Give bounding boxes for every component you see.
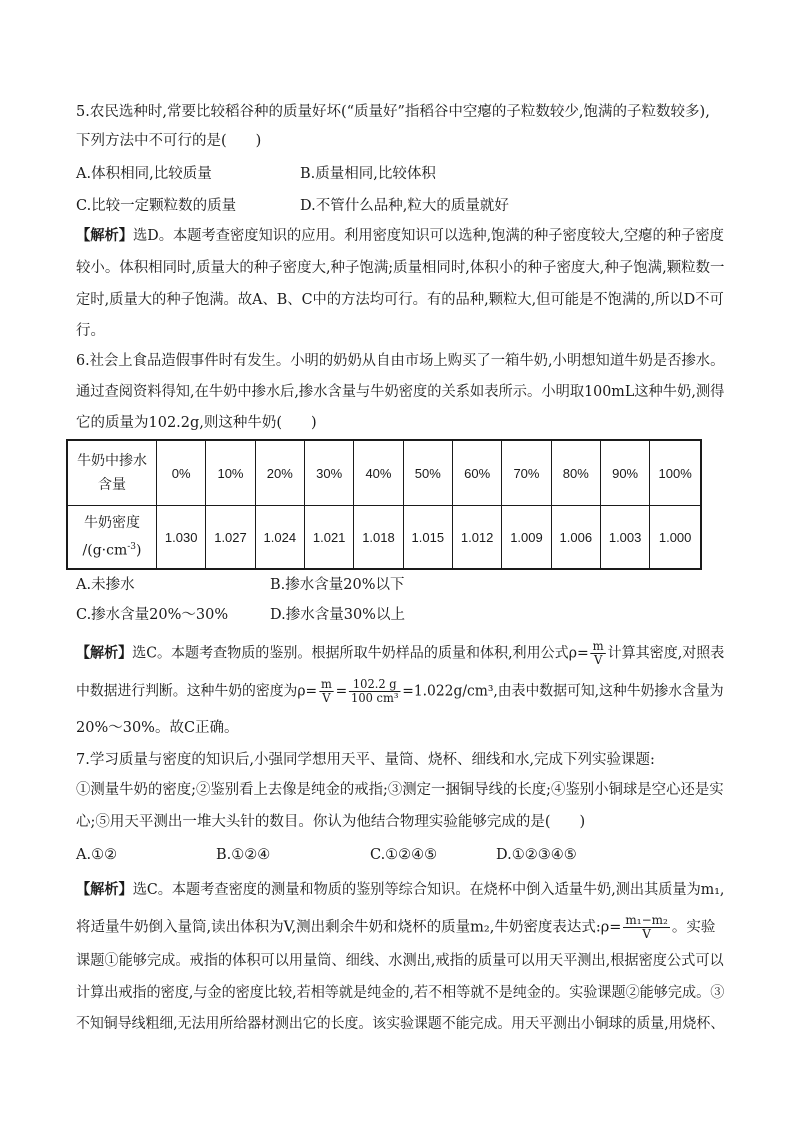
- q7-analysis-line2: 将适量牛奶倒入量筒,读出体积为V,测出剩余牛奶和烧杯的质量m₂,牛奶密度表达式:ρ= $\frac{\text{m₁−m₂}}{V}$ 。实验: [76, 913, 716, 941]
- q7-analysis-line1: 【解析】选C。本题考查密度的测量和物质的鉴别等综合知识。在烧杯中倒入适量牛奶,测出其质量为m₁,: [76, 881, 725, 898]
- q6-analysis-line3: 20%～30%。故C正确。: [76, 720, 239, 736]
- milk-density-formula-fraction: $\frac{\text{m₁−m₂}}{V}$: [625, 913, 668, 941]
- table-cell: 90%: [600, 440, 649, 506]
- table-cell: 1.006: [551, 506, 600, 570]
- table-cell: 70%: [502, 440, 551, 506]
- analysis-tag: 【解析】: [76, 227, 134, 244]
- table-row-water-content: [67, 440, 701, 506]
- q7-option-a: A.①②: [76, 847, 118, 863]
- q7-stem-line2: ①测量牛奶的密度;②鉴别看上去像是纯金的戒指;③测定一捆铜导线的长度;④鉴别小铜球是空心还是实: [76, 782, 724, 798]
- density-value-fraction: $\frac{102.2 g}{\text{100 cm³}}$: [351, 677, 399, 705]
- table-header-water-content: 牛奶中掺水 含量: [67, 440, 157, 506]
- table-cell: 50%: [403, 440, 452, 506]
- q7-option-c: C.①②④⑤: [370, 847, 438, 863]
- q5-option-c: C.比较一定颗粒数的质量: [76, 198, 237, 214]
- table-cell: 20%: [255, 440, 304, 506]
- density-formula-fraction: $\frac{m}{V}$: [320, 677, 332, 705]
- table-cell: 1.021: [304, 506, 353, 570]
- table-row-density: [67, 506, 701, 570]
- q6-option-d: D.掺水含量30%以上: [270, 607, 405, 623]
- q6-analysis-line1: 【解析】选C。本题考查物质的鉴别。根据所取牛奶样品的质量和体积,利用公式ρ= $\frac{m}{V}$ 计算其密度,对照表: [76, 639, 725, 667]
- table-cell: 100%: [650, 440, 701, 506]
- table-cell: 1.027: [206, 506, 255, 570]
- density-formula-fraction: $\frac{m}{V}$: [592, 639, 604, 667]
- q7-analysis-line3: 课题①能够完成。戒指的体积可以用量筒、细线、水测出,戒指的质量可以用天平测出,根据密度公式可以: [76, 953, 724, 969]
- q5-analysis-line4: 行。: [76, 323, 105, 339]
- table-cell: 1.003: [600, 506, 649, 570]
- q7-option-b: B.①②④: [216, 847, 271, 863]
- q5-analysis-text1: 选D。本题考查密度知识的应用。利用密度知识可以选种,饱满的种子密度较大,空瘪的种子密度: [133, 228, 724, 244]
- table-cell: 1.024: [255, 506, 304, 570]
- q5-stem-line1: 5.农民选种时,常要比较稻谷种的质量好坏(“质量好”指稻谷中空瘪的子粒数较少,饱满的子粒数较多),: [76, 104, 710, 120]
- table-cell: 30%: [304, 440, 353, 506]
- q7-analysis-line4: 计算出戒指的密度,与金的密度比较,若相等就是纯金的,若不相等就不是纯金的。实验课题②能够完成。③: [76, 985, 725, 1001]
- milk-density-table: [66, 439, 702, 570]
- q6-option-b: B.掺水含量20%以下: [270, 577, 405, 593]
- table-header-density: 牛奶密度 $/(g\cdot cm^{-3})$: [67, 506, 157, 570]
- q7-stem-line3: 心;⑤用天平测出一堆大头针的数目。你认为他结合物理实验能够完成的是( ): [76, 814, 586, 830]
- table-cell: 40%: [354, 440, 403, 506]
- table-cell: 1.018: [354, 506, 403, 570]
- q5-analysis-line2: 较小。体积相同时,质量大的种子密度大,种子饱满;质量相同时,体积小的种子密度大,种子饱满,颗粒数一: [76, 260, 725, 276]
- table-cell: 1.030: [157, 506, 206, 570]
- q5-option-b: B.质量相同,比较体积: [300, 166, 436, 182]
- table-cell: 80%: [551, 440, 600, 506]
- q6-stem-line3: 它的质量为102.2g,则这种牛奶( ): [76, 415, 317, 431]
- q5-analysis-line3: 定时,质量大的种子饱满。故A、B、C中的方法均可行。有的品种,颗粒大,但可能是不饱满的,所以D不可: [76, 292, 724, 308]
- analysis-tag: 【解析】: [76, 644, 133, 662]
- table-cell: 10%: [206, 440, 255, 506]
- q5-option-d: D.不管什么品种,粒大的质量就好: [300, 198, 509, 214]
- q5-analysis-line1: [76, 226, 724, 246]
- table-cell: 1.012: [452, 506, 501, 570]
- table-cell: 60%: [452, 440, 501, 506]
- q7-option-d: D.①②③④⑤: [496, 847, 577, 863]
- q6-stem-line1: 6.社会上食品造假事件时有发生。小明的奶奶从自由市场上购买了一箱牛奶,小明想知道牛奶是否掺水。: [76, 353, 725, 369]
- q5-option-a: A.体积相同,比较质量: [76, 166, 212, 182]
- q6-analysis-line2: 中数据进行判断。这种牛奶的密度为ρ= $\frac{m}{V}$ = $\frac{102.2 g}{\text{100 cm³}}$ =1.022g/cm³,由表中数据可知,这种牛奶掺水含量为: [76, 677, 724, 705]
- table-cell: 0%: [157, 440, 206, 506]
- table-cell: 1.009: [502, 506, 551, 570]
- q6-option-a: A.未掺水: [76, 577, 135, 593]
- q7-analysis-line5: 不知铜导线粗细,无法用所给器材测出它的长度。该实验课题不能完成。用天平测出小铜球的质量,用烧杯、: [76, 1016, 725, 1032]
- q6-option-c: C.掺水含量20%～30%: [76, 607, 229, 623]
- table-cell: 1.015: [403, 506, 452, 570]
- analysis-tag: 【解析】: [76, 881, 133, 898]
- q6-stem-line2: 通过查阅资料得知,在牛奶中掺水后,掺水含量与牛奶密度的关系如表所示。小明取100mL这种牛奶,测得: [76, 384, 725, 400]
- q5-stem-line2: 下列方法中不可行的是( ): [76, 133, 262, 149]
- q7-stem-line1: 7.学习质量与密度的知识后,小强同学想用天平、量筒、烧杯、细线和水,完成下列实验课题:: [76, 752, 655, 768]
- table-cell: 1.000: [650, 506, 701, 570]
